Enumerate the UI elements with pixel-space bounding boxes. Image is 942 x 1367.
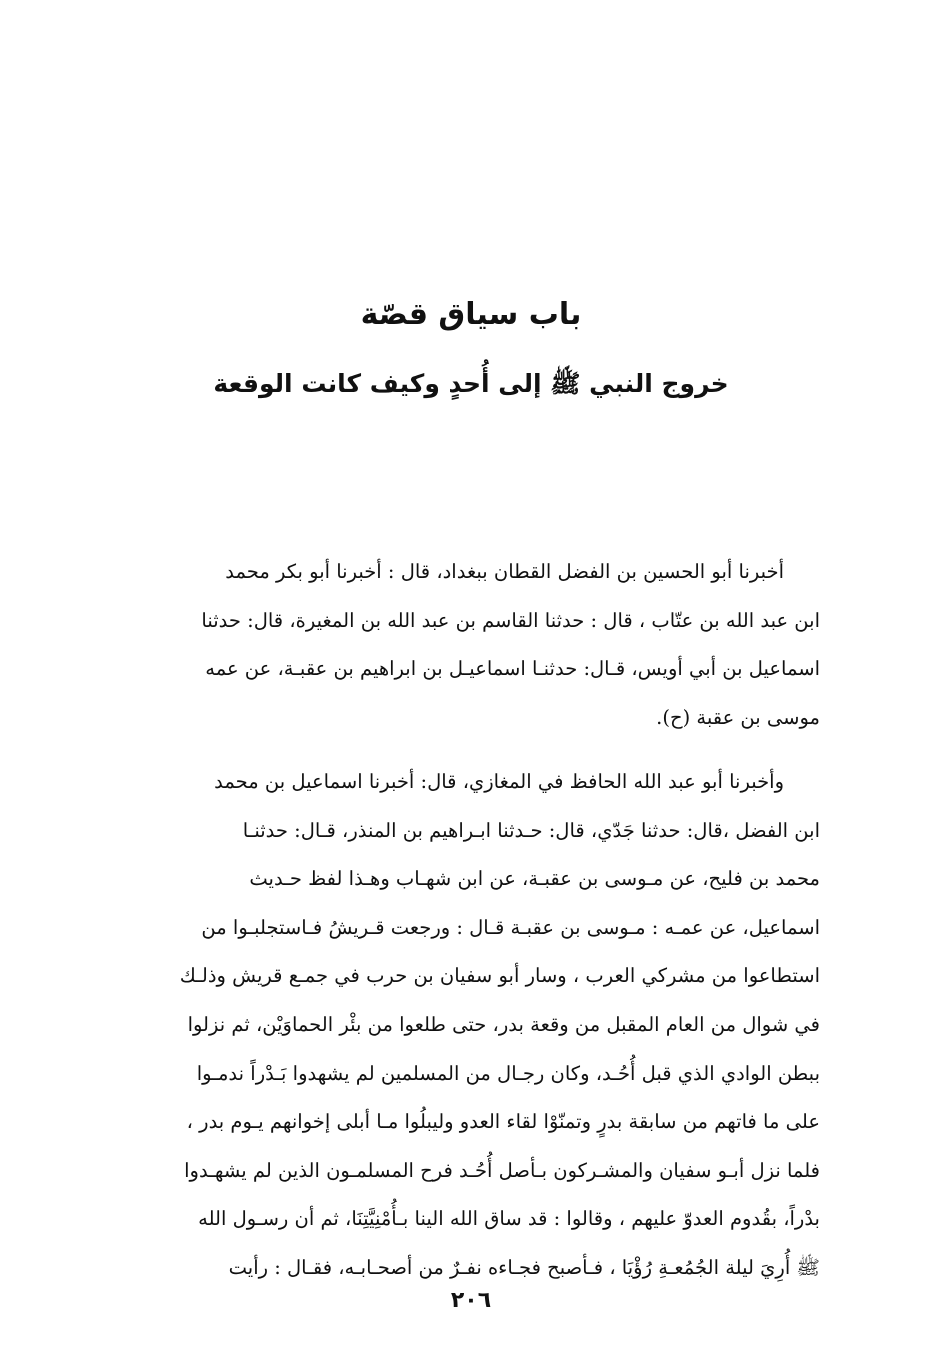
paragraph-line: ببطن الوادي الذي قبل أُحُـد، وكان رجـال من المسلمين لم يشهدوا بَـدْراً ندمـوا [196, 1061, 820, 1085]
paragraph-line: أخبرنا أبو الحسين بن الفضل القطان ببغداد، قال : أخبرنا أبو بكر محمد [225, 560, 784, 583]
chapter-title: باب سياق قصّة [360, 297, 582, 332]
paragraph-line: اسماعيل، عن عمـه : مـوسى بن عقبـة قـال : ورجعت قـريشُ فـاستجلبـوا من [201, 915, 820, 939]
paragraph-1 [94, 548, 820, 742]
paragraph-2 [94, 758, 820, 1293]
paragraph-line: وأخبرنا أبو عبد الله الحافظ في المغازي، قال: أخبرنا اسماعيل بن محمد [214, 770, 784, 793]
paragraph-line: موسى بن عقبة (ح). [656, 705, 820, 729]
paragraph-line: في شوال من العام المقبل من وقعة بدر، حتى طلعوا من بئْر الحماوَيْن، ثم نزلوا [187, 1012, 820, 1036]
page-number: ٢٠٦ [450, 1288, 492, 1313]
paragraph-line: استطاعوا من مشركي العرب ، وسار أبو سفيان بن حرب في جمـع قريش وذلـك [179, 964, 820, 988]
paragraph-line: محمد بن فليح، عن مـوسى بن عقبـة، عن ابن شهـاب وهـذا لفظ حـديث [249, 867, 820, 891]
paragraph-line: على ما فاتهم من سابقة بدرٍ وتمنّوْا لقاء العدو وليبلُوا مـا أبلى إخوانهم يـوم بدر ، [186, 1110, 820, 1134]
paragraph-line: اسماعيل بن أبي أويس، قـال: حدثنـا اسماعيـل بن ابراهيم بن عقبـة، عن عمه [205, 657, 820, 681]
paragraph-line: ﷺ أُرِيَ ليلة الجُمُعـةِ رُؤْيَا ، فـأصبح فجـاءه نفـرٌ من أصحـابـه، فقـال : رأيت [228, 1255, 820, 1279]
chapter-subtitle: خروج النبي ﷺ إلى أُحدٍ وكيف كانت الوقعة [213, 369, 729, 398]
paragraph-line: ابن الفضل ،قال: حدثنا جَدّي، قال: حـدثنا ابـراهيم بن المنذر، قـال: حدثنـا [242, 818, 820, 842]
paragraph-line: ابن عبد الله بن عتّاب ، قال : حدثنا القاسم بن عبد الله بن المغيرة، قال: حدثنا [201, 608, 820, 632]
paragraph-line: فلما نزل أبـو سفيان والمشـركون بـأصل أُحُـد فرح المسلمـون الذين لم يشهـدوا [184, 1158, 820, 1182]
paragraph-line: بدْراً، بقُدوم العدوّ عليهم ، وقالوا : قد ساق الله الينا بـأُمْنِيَّتِنَا، ثم أن رسـول الله [198, 1207, 820, 1231]
